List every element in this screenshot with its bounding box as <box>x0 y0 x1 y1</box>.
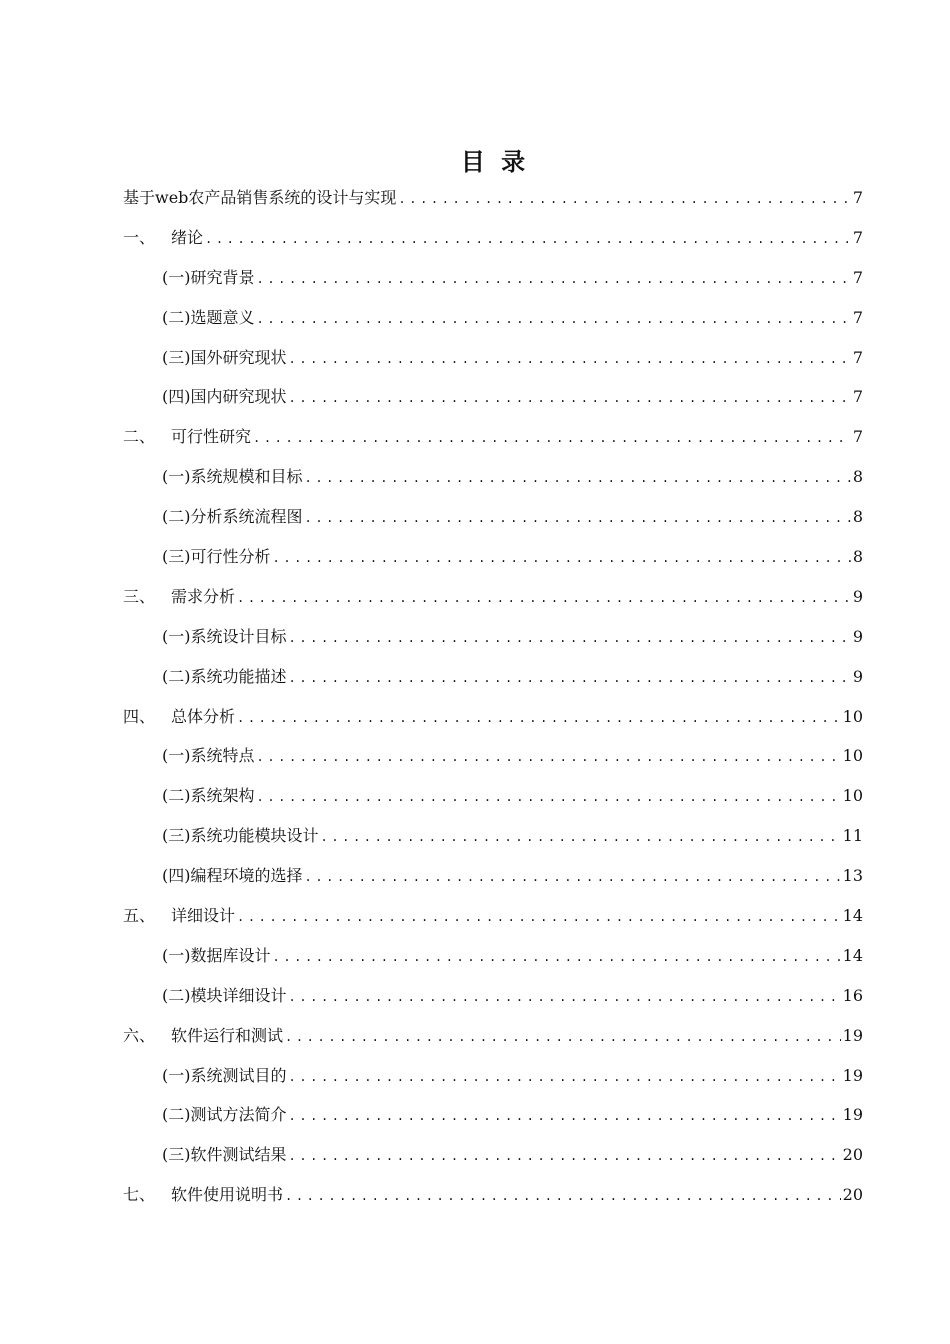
dot-leader <box>257 778 841 818</box>
toc-section-entry[interactable] <box>123 258 863 298</box>
toc-entry-page-number: 7 <box>852 387 863 407</box>
toc-entry-label: (二)选题意义 <box>162 307 255 327</box>
toc-chapter-entry[interactable] <box>123 577 863 617</box>
toc-entry-page-number: 14 <box>842 906 863 926</box>
toc-chapter-entry[interactable] <box>123 178 863 218</box>
toc-section-entry[interactable] <box>123 816 863 856</box>
toc-entry-page-number: 10 <box>842 786 863 806</box>
toc-chapter-entry[interactable] <box>123 1016 863 1056</box>
toc-section-entry[interactable] <box>123 856 863 896</box>
dot-leader <box>285 1018 841 1058</box>
toc-entry-label: (三)国外研究现状 <box>162 347 287 367</box>
toc-chapter-entry[interactable] <box>123 218 863 258</box>
toc-section-entry[interactable] <box>123 617 863 657</box>
toc-entry-page-number: 9 <box>852 626 863 646</box>
dot-leader <box>289 1137 841 1177</box>
dot-leader <box>253 419 851 459</box>
toc-entry-label: (四)国内研究现状 <box>162 387 287 407</box>
toc-entry-label: (三)可行性分析 <box>162 547 271 567</box>
toc-entry-page-number: 7 <box>852 227 863 247</box>
toc-entry-label: 基于web农产品销售系统的设计与实现 <box>123 188 397 207</box>
toc-entry-page-number: 7 <box>852 267 863 287</box>
toc-entry-label: (三)系统功能模块设计 <box>162 826 319 846</box>
toc-entry-page-number: 10 <box>842 706 863 726</box>
dot-leader <box>237 579 851 619</box>
toc-section-entry[interactable] <box>123 657 863 697</box>
toc-chapter-entry[interactable] <box>123 1175 863 1215</box>
dot-leader <box>289 379 851 419</box>
toc-entry-label: (一)系统特点 <box>162 746 255 766</box>
toc-entry-number: 七、 <box>123 1185 156 1205</box>
toc-entry-page-number: 19 <box>842 1025 863 1045</box>
toc-entry-page-number: 20 <box>842 1145 863 1165</box>
dot-leader <box>398 180 850 220</box>
toc-section-entry[interactable] <box>123 338 863 378</box>
toc-entry-page-number: 14 <box>842 945 863 965</box>
dot-leader <box>237 898 841 938</box>
dot-leader <box>257 300 851 340</box>
toc-entry-page-number: 13 <box>842 866 863 886</box>
dot-leader <box>273 938 841 978</box>
table-of-contents <box>123 178 863 1215</box>
toc-chapter-entry[interactable] <box>123 417 863 457</box>
toc-entry-page-number: 7 <box>852 427 863 447</box>
toc-section-entry[interactable] <box>123 298 863 338</box>
toc-entry-label: (四)编程环境的选择 <box>162 866 303 886</box>
toc-entry-page-number: 7 <box>852 188 863 207</box>
toc-entry-label: (一)数据库设计 <box>162 945 271 965</box>
toc-entry-label: 详细设计 <box>171 906 236 926</box>
toc-entry-label: (二)系统功能描述 <box>162 666 287 686</box>
toc-section-entry[interactable] <box>123 936 863 976</box>
toc-section-entry[interactable] <box>123 776 863 816</box>
toc-entry-page-number: 19 <box>842 1105 863 1125</box>
dot-leader <box>289 1058 841 1098</box>
toc-entry-number: 四、 <box>123 706 156 726</box>
dot-leader <box>257 260 851 300</box>
toc-section-entry[interactable] <box>123 377 863 417</box>
toc-entry-page-number: 10 <box>842 746 863 766</box>
toc-entry-number: 三、 <box>123 586 156 606</box>
toc-entry-label: (二)系统架构 <box>162 786 255 806</box>
toc-entry-label: (二)分析系统流程图 <box>162 507 303 527</box>
toc-entry-page-number: 8 <box>852 507 863 527</box>
toc-section-entry[interactable] <box>123 1095 863 1135</box>
toc-section-entry[interactable] <box>123 736 863 776</box>
dot-leader <box>289 340 851 380</box>
dot-leader <box>321 818 841 858</box>
toc-entry-page-number: 8 <box>852 547 863 567</box>
toc-entry-label: (二)测试方法简介 <box>162 1105 287 1125</box>
dot-leader <box>289 659 851 699</box>
toc-entry-page-number: 16 <box>842 985 863 1005</box>
dot-leader <box>237 699 841 739</box>
dot-leader <box>273 539 851 579</box>
dot-leader <box>289 978 841 1018</box>
dot-leader <box>289 1097 841 1137</box>
toc-section-entry[interactable] <box>123 537 863 577</box>
toc-entry-page-number: 7 <box>852 347 863 367</box>
toc-entry-number: 一、 <box>123 227 156 247</box>
toc-entry-label: 软件运行和测试 <box>171 1025 284 1045</box>
dot-leader <box>289 619 851 659</box>
toc-entry-label: 总体分析 <box>171 706 236 726</box>
toc-entry-label: 软件使用说明书 <box>171 1185 284 1205</box>
toc-entry-label: (一)系统设计目标 <box>162 626 287 646</box>
toc-section-entry[interactable] <box>123 497 863 537</box>
toc-entry-page-number: 8 <box>852 467 863 487</box>
toc-entry-page-number: 20 <box>842 1185 863 1205</box>
toc-entry-label: (二)模块详细设计 <box>162 985 287 1005</box>
toc-section-entry[interactable] <box>123 1056 863 1096</box>
toc-chapter-entry[interactable] <box>123 896 863 936</box>
toc-chapter-entry[interactable] <box>123 697 863 737</box>
dot-leader <box>257 738 841 778</box>
toc-entry-label: 绪论 <box>171 227 204 247</box>
toc-entry-label: (三)软件测试结果 <box>162 1145 287 1165</box>
toc-section-entry[interactable] <box>123 1135 863 1175</box>
dot-leader <box>285 1177 841 1217</box>
toc-entry-number: 六、 <box>123 1025 156 1045</box>
toc-entry-page-number: 19 <box>842 1065 863 1085</box>
toc-section-entry[interactable] <box>123 976 863 1016</box>
toc-entry-page-number: 9 <box>852 586 863 606</box>
dot-leader <box>305 858 841 898</box>
dot-leader <box>205 220 851 260</box>
toc-entry-page-number: 7 <box>852 307 863 327</box>
toc-entry-label: 可行性研究 <box>171 427 252 447</box>
toc-entry-page-number: 9 <box>852 666 863 686</box>
dot-leader <box>305 459 851 499</box>
toc-entry-label: (一)研究背景 <box>162 267 255 287</box>
toc-title: 目 录 <box>460 148 530 176</box>
toc-entry-label: 需求分析 <box>171 586 236 606</box>
toc-entry-number: 五、 <box>123 906 156 926</box>
toc-entry-label: (一)系统规模和目标 <box>162 467 303 487</box>
toc-section-entry[interactable] <box>123 457 863 497</box>
toc-entry-number: 二、 <box>123 427 156 447</box>
toc-entry-label: (一)系统测试目的 <box>162 1065 287 1085</box>
toc-entry-page-number: 11 <box>842 826 863 846</box>
dot-leader <box>305 499 851 539</box>
